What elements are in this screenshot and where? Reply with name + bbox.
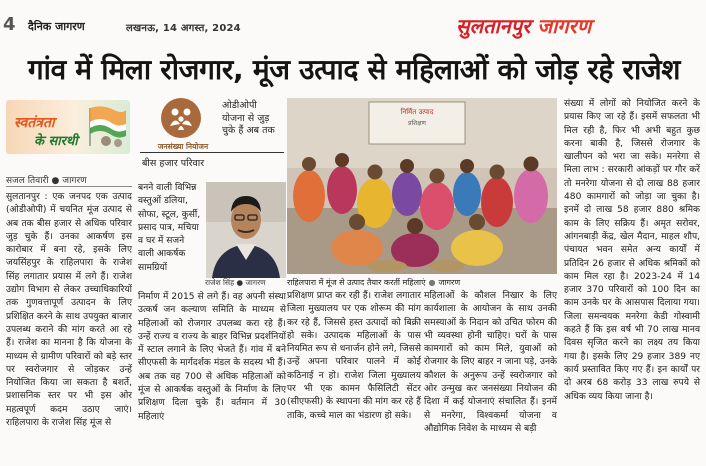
masthead xyxy=(0,0,706,42)
local-edition-name xyxy=(456,12,591,39)
series-badge xyxy=(6,100,130,154)
svg-text:निर्मित उत्पाद: निर्मित उत्पाद xyxy=(400,108,434,116)
article-headline: गांव में मिला रोजगार, मूंज उत्पाद से महिलाओं को जोड़ रहे राजेश xyxy=(27,53,681,86)
quote-rule xyxy=(140,152,284,153)
local-name-b: जागरण xyxy=(530,14,592,38)
edition-date: लखनऊ, 14 अगस्त, 2024 xyxy=(126,23,241,34)
byline-author: सजल तिवारी xyxy=(6,176,49,186)
page-number: 4 xyxy=(3,14,16,35)
byline-rule xyxy=(6,186,132,187)
women-workshop-photo xyxy=(287,98,557,274)
pull-quote-end: बीस हजार परिवार xyxy=(142,158,205,169)
byline xyxy=(6,173,87,186)
article-column-4: महिलाओं के कौशल निखार के लिए कार्यशाला के आयोजन के साथ उनकी समस्याओं के निदान को उचित फोरम की भी व्यवस्था होनी चाहिए। घरों के पास कामगारों को काम मिले, युवाओं को रोजगार के लिए बाहर न जाना पड़े, उनके कौशल के अनुरूप उन्हें स्वरोजगार को ओर उन्मुख कर जनसंख्या नियोजन की दिशा में कई योजनाएं संचालित हैं। इनमें से मनरेगा, विश्वकर्मा योजना व औद्योगिक निवेश के माध्यम से बड़ी xyxy=(424,291,557,434)
byline-separator: ● xyxy=(51,176,60,186)
photo-caption-source: जागरण xyxy=(438,278,461,287)
pull-quote: ओडीओपी योजना से जुड़ चुके हैं अब तक xyxy=(222,100,275,136)
local-name-a: सुलतानपुर xyxy=(456,14,531,38)
photo-caption-text: राहिलपारा में मूंज से उत्पाद तैयार करतीं महिलाएं xyxy=(287,278,426,287)
article-column-2-top: बनने वाली विभिन्न वस्तुओं डलिया, सोफा, स्टूल, कुर्सी, प्रसाद पात्र, मचिया व घर में सजने वाली आकर्षक सामग्रियों xyxy=(138,183,201,273)
portrait-photo xyxy=(206,182,286,278)
portrait-caption: राजेश सिंह ● जागरण xyxy=(205,278,266,287)
badge-line-2: के सारथी xyxy=(34,134,78,149)
article-column-2: निर्माण में 2015 से लगे हैं। वह अपनी संस्था उत्कर्ष जन कल्याण समिति के माध्यम से महिलाओं को रोजगार उपलब्ध करा रहे हैं। उन्हें राज्य व राज्य के बाहर विभिन्न प्रदर्शनियों में स्टाल लगाने के लिए भेजते हैं। गांव में बने सीएफसी के मार्गदर्शक मंडल के सदस्य भी हैं। अब तक वह 700 से अधिक महिलाओं को मूंज से आकर्षक वस्तुओं के निर्माण के लिए प्रशिक्षण दिला चुके हैं। वर्तमान में 30 महिलाएं xyxy=(138,292,286,422)
svg-text:प्रशिक्षण: प्रशिक्षण xyxy=(408,120,426,127)
photo-caption xyxy=(287,277,557,288)
family-icon xyxy=(161,98,201,138)
byline-source: जागरण xyxy=(62,176,87,186)
article-column-3: प्रशिक्षण प्राप्त कर रही हैं। राजेश लगातार जिला मुख्यालय पर एक शोरूम की मांग कर रहे हैं, जिससे हस्त उत्पादों को बिक्री हो सके। उत्पादक महिलाओं के पास नियमित रूप से धनार्जन होने लगे, जिससे उन्हें अपना परिवार पालने में कोई कठिनाई न हो। राजेश जिला मुख्यालय पर भी एक कामन फैसिलिटी सेंटर (सीएफसी) के स्थापना की मांग कर रहे हैं ताकि, कच्चे माल का भंडारण हो सके। xyxy=(287,291,421,421)
article-column-5: संख्या में लोगों को नियोजित करने के प्रयास किए जा रहे हैं। इसमें सफलता भी मिल रही है, फिर भी अभी बहुत कुछ करना बाकी है, जिससे रोजगार के खालीपन को भरा जा सके। मनरेगा से मिला लाभ : सरकारी आंकड़ों पर गौर करें तो मनरेगा योजना से दो लाख 88 हजार 480 कामगारों को जोड़ा जा चुका है। इनमें दो लाख 58 हजार 880 श्रमिक काम के लिए सक्रिय हैं। अमृत सरोवर, आंगनबाड़ी केंद्र, खेल मैदान, माहल शौप, पंचायत भवन समेत अन्य कार्यों में प्रतिदिन 26 हजार से अधिक श्रमिकों को काम मिल रहा है। 2023-24 में 14 हजार 370 परिवारों को 100 दिन का काम उनके घर के आसपास दिलाया गया। जिला समन्वयक मनरेगा केडी गोस्वामी कहते हैं कि इस वर्ष भी 70 लाख मानव दिवस सृजित करने का लक्ष्य तय किया गया है। इसके लिए 29 हजार 389 नए कार्य प्रस्तावित किए गए हैं। इन कार्यों पर दो अरब 68 करोड़ 33 लाख रुपये से अधिक व्यय किया जाना है। xyxy=(564,99,700,402)
logo-text: जनसंख्या नियोजन xyxy=(157,142,209,151)
photo-caption-separator: ● xyxy=(428,278,436,287)
paper-name: दैनिक जागरण xyxy=(28,20,85,33)
badge-line-1: स्वतंत्रता xyxy=(14,115,55,131)
article-column-1: सुलतानपुर : एक जनपद एक उत्पाद (ओडीओपी) में चयनित मूंज उत्पाद से अब तक बीस हजार से अधिक परिवार जुड़ चुके हैं। उनका आकर्षण इस कारोबार में बना रहे, इसके लिए जयसिंहपुर के राहिलपारा के राजेश सिंह लगातार प्रयास में लगे हैं। राजेश उद्योग विभाग से लेकर उच्चाधिकारियों तक गुणवत्तापूर्ण उत्पादन के लिए प्रशिक्षित करने के साथ उपयुक्त बाजार उपलब्ध कराने की मांग करते आ रहे हैं। राजेश का मानना है कि योजना के माध्यम से ग्रामीण परिवारों को बड़े स्तर पर स्वरोजगार से जोड़कर उन्हें नियोजित किया जा सकता है बशर्ते, प्रशासनिक स्तर पर भी इस ओर महत्वपूर्ण कदम उठाए जाएं। राहिलपारा के राजेश सिंह मूंज से xyxy=(6,192,132,429)
population-planning-logo xyxy=(148,98,218,158)
